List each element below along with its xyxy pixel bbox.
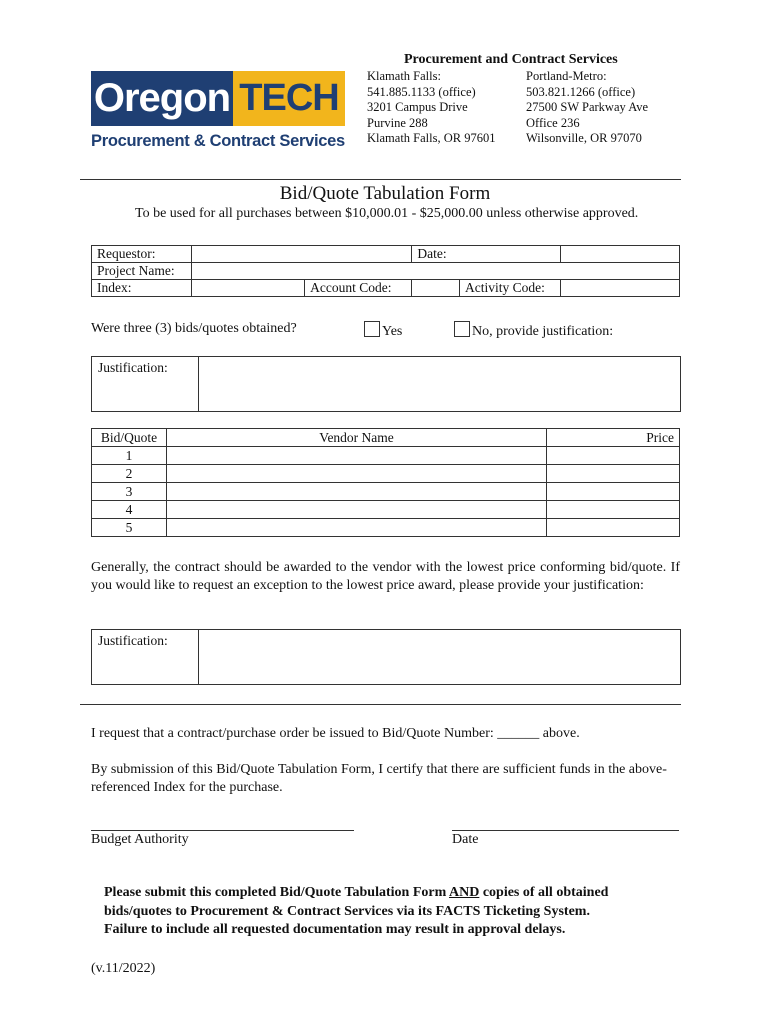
requestor-field[interactable] bbox=[192, 246, 412, 263]
vendor-header: Vendor Name bbox=[167, 429, 547, 447]
date-field[interactable] bbox=[560, 246, 679, 263]
activity-code-label: Activity Code: bbox=[460, 280, 561, 297]
klamath-line: 3201 Campus Drive bbox=[367, 100, 468, 114]
klamath-line: 541.885.1133 (office) bbox=[367, 84, 476, 99]
notice-line-2: bids/quotes to Procurement & Contract Services via its FACTS Ticketing System. bbox=[104, 903, 590, 919]
bid-number: 2 bbox=[92, 465, 167, 483]
project-name-label: Project Name: bbox=[92, 263, 192, 280]
portland-line: Portland-Metro: bbox=[526, 69, 607, 83]
no-label: No, provide justification: bbox=[472, 324, 614, 339]
requestor-label: Requestor: bbox=[92, 246, 192, 263]
justification-divider bbox=[198, 357, 199, 411]
logo-subtitle: Procurement & Contract Services bbox=[91, 132, 345, 150]
no-checkbox[interactable] bbox=[454, 321, 470, 337]
bids-question: Were three (3) bids/quotes obtained? bbox=[91, 321, 297, 336]
notice-line-3: Failure to include all requested documentation may result in approval delays. bbox=[104, 922, 566, 937]
table-row bbox=[92, 519, 680, 537]
portland-line: 27500 SW Parkway Ave bbox=[526, 100, 649, 114]
klamath-address bbox=[367, 69, 495, 147]
klamath-line: Klamath Falls: bbox=[367, 69, 441, 83]
index-label: Index: bbox=[92, 280, 192, 297]
date-signature-label: Date bbox=[452, 832, 479, 847]
activity-code-field[interactable] bbox=[560, 280, 679, 297]
vendor-field[interactable] bbox=[167, 519, 547, 537]
justification-divider bbox=[198, 630, 199, 684]
logo-oregon-word: Oregon bbox=[91, 71, 233, 126]
budget-authority-label: Budget Authority bbox=[91, 832, 189, 847]
table-row bbox=[92, 447, 680, 465]
justification-label: Justification: bbox=[98, 633, 168, 648]
table-row bbox=[92, 483, 680, 501]
portland-line: 503.821.1266 (office) bbox=[526, 84, 636, 99]
form-title: Bid/Quote Tabulation Form bbox=[279, 183, 491, 204]
certify-paragraph: By submission of this Bid/Quote Tabulation Form, I certify that there are sufficient funds in the above-referenced Index for the purchase. bbox=[91, 762, 667, 795]
requestor-table bbox=[91, 245, 680, 297]
klamath-line: Klamath Falls, OR 97601 bbox=[367, 131, 496, 145]
bid-number: 3 bbox=[92, 483, 167, 501]
header-title: Procurement and Contract Services bbox=[404, 52, 618, 67]
klamath-line: Purvine 288 bbox=[367, 115, 428, 130]
price-field[interactable] bbox=[547, 465, 680, 483]
portland-line: Wilsonville, OR 97070 bbox=[526, 131, 642, 145]
table-row bbox=[92, 501, 680, 519]
notice-text: copies of all obtained bbox=[479, 885, 609, 900]
bid-number: 1 bbox=[92, 447, 167, 465]
bid-number: 5 bbox=[92, 519, 167, 537]
header-divider bbox=[80, 179, 681, 180]
logo-tech-word: TECH bbox=[233, 71, 345, 126]
table-row bbox=[92, 465, 680, 483]
bid-number: 4 bbox=[92, 501, 167, 519]
portland-line: Office 236 bbox=[526, 115, 580, 130]
index-field[interactable] bbox=[192, 280, 305, 297]
yes-checkbox[interactable] bbox=[364, 321, 380, 337]
oregon-tech-logo bbox=[91, 71, 345, 153]
notice-line-1 bbox=[104, 884, 608, 903]
justification-box-2 bbox=[91, 629, 681, 685]
account-code-field[interactable] bbox=[412, 280, 460, 297]
account-code-label: Account Code: bbox=[305, 280, 412, 297]
bid-table bbox=[91, 428, 680, 537]
yes-option[interactable] bbox=[364, 321, 402, 340]
vendor-field[interactable] bbox=[167, 501, 547, 519]
price-field[interactable] bbox=[547, 519, 680, 537]
price-field[interactable] bbox=[547, 447, 680, 465]
notice-text: Please submit this completed Bid/Quote Tabulation Form bbox=[104, 885, 449, 900]
price-field[interactable] bbox=[547, 501, 680, 519]
justification-box-1 bbox=[91, 356, 681, 412]
exception-paragraph: Generally, the contract should be awarded to the vendor with the lowest price conforming bid/quote. If you would like to request an exception to the lowest price award, please provide your justification: bbox=[91, 560, 680, 593]
portland-address bbox=[526, 69, 648, 147]
version-label: (v.11/2022) bbox=[91, 961, 156, 976]
no-option[interactable] bbox=[454, 321, 613, 340]
form-subtitle: To be used for all purchases between $10,000.01 - $25,000.00 unless otherwise approved. bbox=[135, 206, 639, 221]
notice-and: AND bbox=[448, 885, 480, 900]
bid-header: Bid/Quote bbox=[92, 429, 167, 447]
justification-label: Justification: bbox=[98, 360, 168, 375]
vendor-field[interactable] bbox=[167, 483, 547, 501]
submission-notice bbox=[104, 884, 608, 940]
request-line: I request that a contract/purchase order be issued to Bid/Quote Number: ______ above. bbox=[91, 726, 580, 741]
vendor-field[interactable] bbox=[167, 447, 547, 465]
date-label: Date: bbox=[412, 246, 560, 263]
section-divider bbox=[80, 704, 681, 705]
vendor-field[interactable] bbox=[167, 465, 547, 483]
price-header: Price bbox=[547, 429, 680, 447]
price-field[interactable] bbox=[547, 483, 680, 501]
yes-label: Yes bbox=[382, 324, 403, 339]
project-name-field[interactable] bbox=[192, 263, 680, 280]
